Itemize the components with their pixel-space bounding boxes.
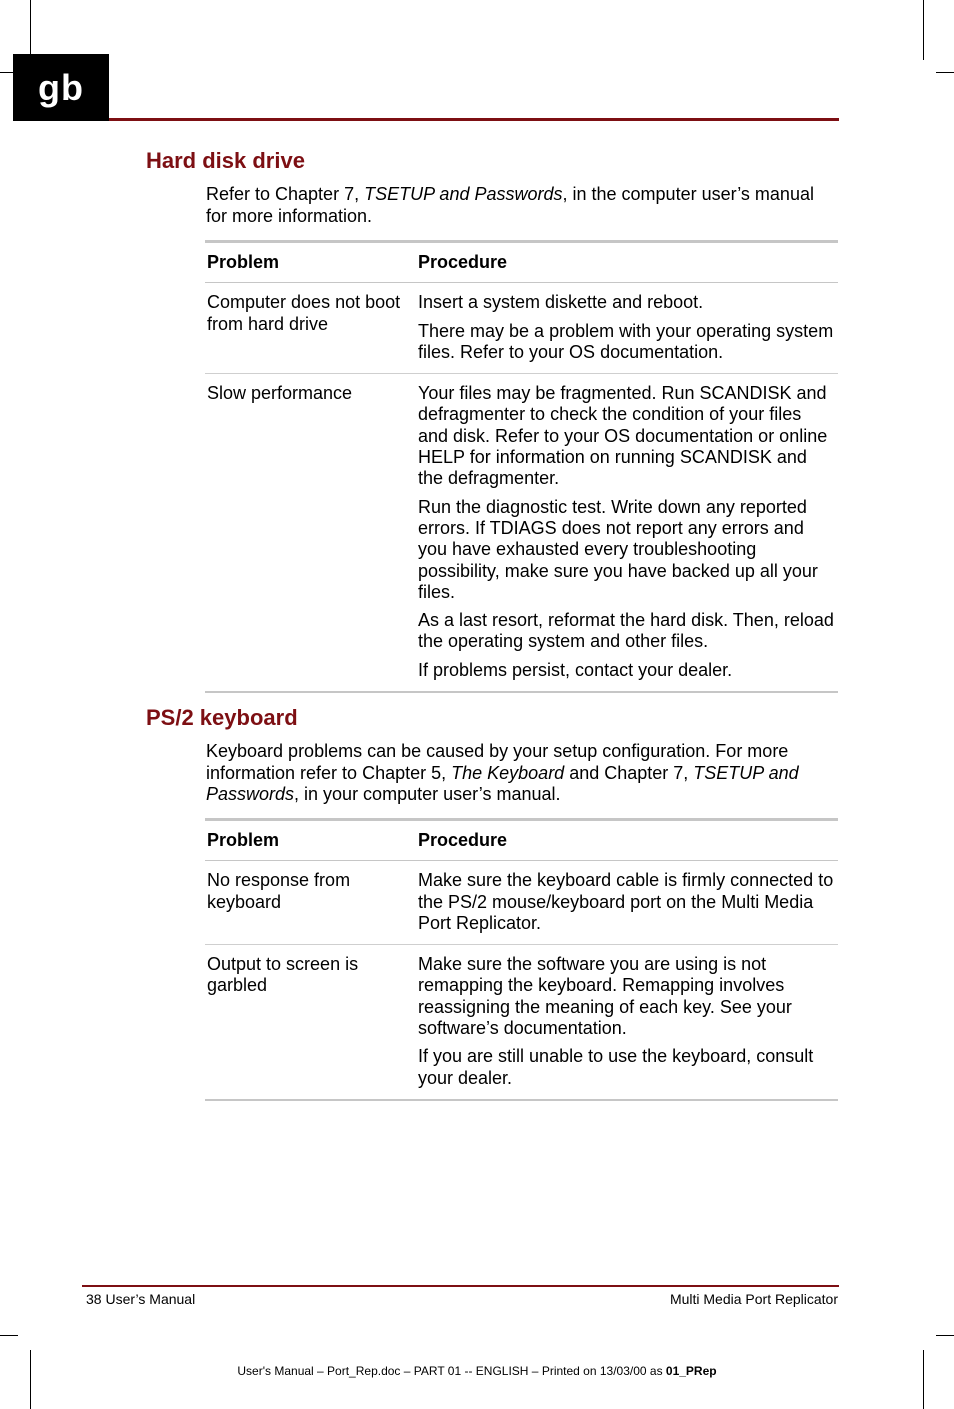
procedure-text: As a last resort, reformat the hard disk. Then, reload the operating system and other files. bbox=[418, 610, 834, 652]
table-row bbox=[205, 374, 838, 692]
crop-mark bbox=[923, 0, 924, 60]
procedure-cell bbox=[416, 374, 838, 692]
crop-mark bbox=[0, 72, 14, 73]
crop-mark bbox=[936, 1335, 954, 1336]
crop-mark bbox=[0, 1335, 18, 1336]
language-tab: gb bbox=[13, 54, 109, 121]
table-row bbox=[205, 945, 838, 1100]
hard-disk-table bbox=[205, 240, 838, 693]
section-heading-ps2-keyboard: PS/2 keyboard bbox=[146, 705, 298, 730]
procedure-text: If problems persist, contact your dealer. bbox=[418, 659, 733, 680]
footer-page-label: 38 User’s Manual bbox=[86, 1291, 196, 1307]
section-heading-hard-disk: Hard disk drive bbox=[146, 148, 305, 173]
procedure-text: Make sure the keyboard cable is firmly connected to the PS/2 mouse/keyboard port on the Multi Media Port Replicator. bbox=[418, 870, 834, 933]
section-intro-ps2-keyboard: Keyboard problems can be caused by your setup configuration. For more information refer to Chapter 5, The Keyboard and Chapter 7, TSETUP and Passwords, in your computer user’s manual. bbox=[206, 741, 799, 804]
problem-cell: Computer does not boot from hard drive bbox=[205, 283, 416, 374]
problem-cell: No response from keyboard bbox=[205, 861, 416, 945]
column-header-problem: Problem bbox=[205, 820, 416, 861]
procedure-cell bbox=[416, 945, 838, 1100]
problem-cell: Output to screen is garbled bbox=[205, 945, 416, 1100]
table-row bbox=[205, 283, 838, 374]
header-rule bbox=[109, 118, 839, 121]
footer-doc-title: Multi Media Port Replicator bbox=[669, 1291, 838, 1307]
print-info-line: User's Manual – Port_Rep.doc – PART 01 -- ENGLISH – Printed on 13/03/00 as 01_PRep bbox=[237, 1364, 717, 1378]
crop-mark bbox=[30, 1350, 31, 1409]
column-header-problem: Problem bbox=[205, 242, 416, 283]
procedure-text: There may be a problem with your operating system files. Refer to your OS documentation. bbox=[418, 320, 834, 362]
procedure-text: If you are still unable to use the keyboard, consult your dealer. bbox=[418, 1046, 814, 1088]
footer-rule bbox=[82, 1285, 839, 1287]
procedure-text: Insert a system diskette and reboot. bbox=[418, 292, 704, 313]
procedure-text: Make sure the software you are using is not remapping the keyboard. Remapping involves reassigning the meaning of each key. See your software’s documentation. bbox=[418, 954, 792, 1039]
ps2-keyboard-table bbox=[205, 818, 838, 1101]
procedure-cell bbox=[416, 283, 838, 374]
procedure-cell bbox=[416, 861, 838, 945]
crop-mark bbox=[30, 0, 31, 56]
column-header-procedure: Procedure bbox=[416, 242, 838, 283]
crop-mark bbox=[936, 72, 954, 73]
problem-cell: Slow performance bbox=[205, 374, 416, 692]
table-row bbox=[205, 861, 838, 945]
crop-mark bbox=[923, 1350, 924, 1409]
procedure-text: Run the diagnostic test. Write down any reported errors. If TDIAGS does not report any errors and you have exhausted every troubleshooting possibility, make sure you have backed up all your files. bbox=[418, 496, 818, 602]
procedure-text: Your files may be fragmented. Run SCANDISK and defragmenter to check the condition of your files and disk. Refer to your OS documentation or online HELP for information on running SCANDISK and the defragmenter. bbox=[418, 383, 828, 489]
column-header-procedure: Procedure bbox=[416, 820, 838, 861]
section-intro-hard-disk: Refer to Chapter 7, TSETUP and Passwords, in the computer user’s manual for more information. bbox=[206, 184, 814, 226]
